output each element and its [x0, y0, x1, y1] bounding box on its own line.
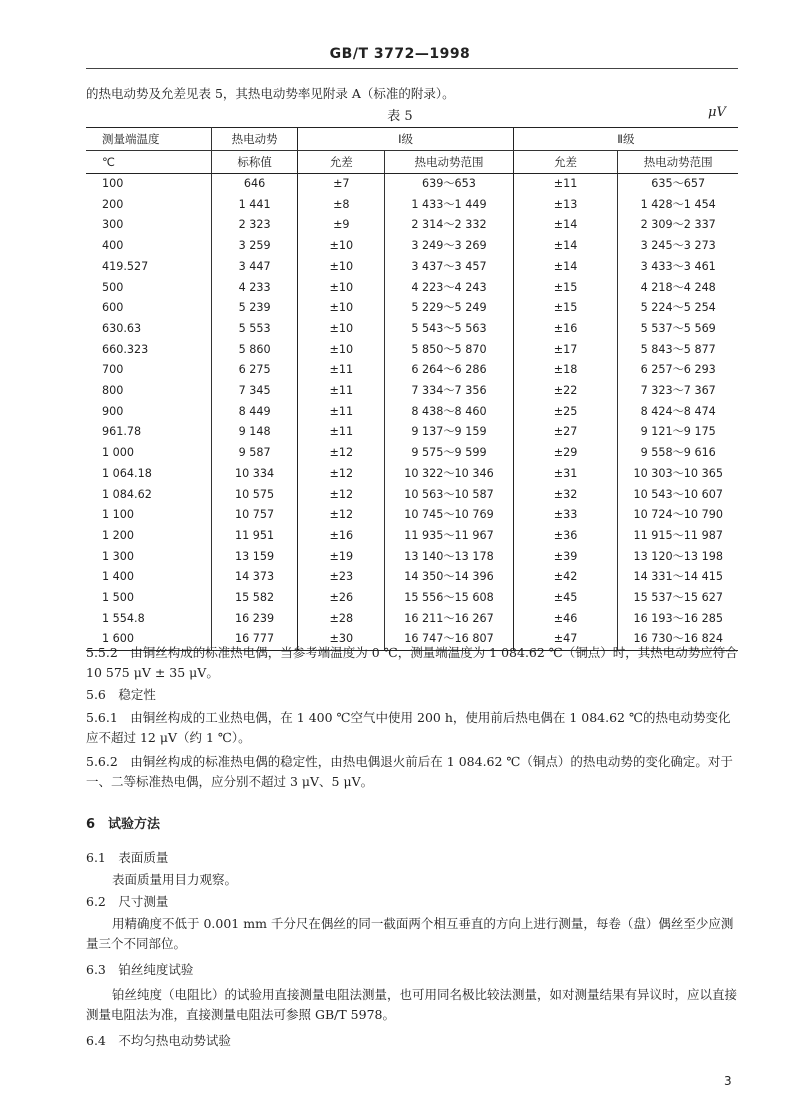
table-unit: μV — [708, 105, 726, 120]
cell-tolerance-2: ±15 — [513, 298, 618, 319]
clause-5-6-2: 5.6.2 由铜丝构成的标准热电偶的稳定性，由热电偶退火前后在 1 084.62 ℃（铜点）的热电动势的变化确定。对于一、二等标准热电偶，应分别不超过 3 μV、5 μV。 — [86, 754, 733, 789]
cell-meas-temp: 660.323 — [86, 340, 211, 361]
cell-emf-range-1: 15 556～15 608 — [385, 588, 514, 609]
cell-emf-range-2: 5 537～5 569 — [640, 321, 716, 335]
cell-meas-temp: 1 064.18 — [86, 464, 211, 485]
cell-emf-range-2: 7 323～7 367 — [640, 384, 716, 398]
cell-emf-range-1: 16 747～16 807 — [385, 629, 514, 650]
table-row — [86, 174, 738, 195]
cell-meas-temp: 1 554.8 — [86, 609, 211, 630]
cell-emf-range-2: 16 193～16 285 — [633, 611, 723, 625]
cell-emf-range-2: 10 724～10 790 — [633, 508, 723, 522]
cell-emf-range-2: 635～657 — [651, 177, 706, 190]
clause-5-6-1: 5.6.1 由铜丝构成的工业热电偶，在 1 400 ℃空气中使用 200 h，使用前后热电偶在 1 084.62 ℃的热电动势变化应不超过 12 μV（约 1 ℃）。 — [86, 710, 731, 745]
cell-emf-range-1: 9 575～9 599 — [385, 443, 514, 464]
cell-tolerance-2: ±31 — [513, 464, 618, 485]
clause-5-5-2: 5.5.2 由铜丝构成的标准热电偶，当参考端温度为 0 ℃，测量端温度为 1 084.62 ℃（铜点）时，其热电动势应符合 10 575 μV ± 35 μV。 — [86, 645, 738, 680]
table-row — [86, 422, 738, 443]
cell-emf-range-2: 6 257～6 293 — [640, 363, 716, 377]
cell-emf-nominal: 11 951 — [211, 526, 298, 547]
cell-emf-range-1: 8 438～8 460 — [385, 402, 514, 423]
cell-emf-nominal: 16 777 — [211, 629, 298, 650]
cell-meas-temp: 900 — [86, 402, 211, 423]
cell-tolerance-1: ±8 — [298, 195, 385, 216]
cell-emf-range-1: 5 229～5 249 — [385, 298, 514, 319]
table-row — [86, 360, 738, 381]
cell-tolerance-2: ±14 — [513, 215, 618, 236]
heading-6-3: 6.3 铂丝纯度试验 — [86, 962, 194, 977]
cell-tolerance-1: ±10 — [298, 298, 385, 319]
cell-tolerance-1: ±12 — [298, 485, 385, 506]
cell-emf-nominal: 16 239 — [211, 609, 298, 630]
col-header-grade2: Ⅱ级 — [513, 128, 738, 151]
cell-emf-range-2: 3 433～3 461 — [640, 259, 716, 273]
cell-emf-nominal: 3 447 — [211, 257, 298, 278]
col-header-emf-range-1: 热电动势范围 — [385, 151, 514, 174]
cell-tolerance-2: ±36 — [513, 526, 618, 547]
cell-emf-nominal: 3 259 — [211, 236, 298, 257]
cell-meas-temp: 100 — [86, 174, 211, 195]
clause-6-1-text: 表面质量用目力观察。 — [112, 872, 238, 887]
cell-meas-temp: 300 — [86, 215, 211, 236]
table-row — [86, 443, 738, 464]
cell-emf-range-1: 10 563～10 587 — [385, 485, 514, 506]
table-row — [86, 464, 738, 485]
col-header-tolerance-1: 允差 — [298, 151, 385, 174]
cell-emf-range-1: 13 140～13 178 — [385, 547, 514, 568]
cell-tolerance-1: ±11 — [298, 402, 385, 423]
cell-tolerance-2: ±27 — [513, 422, 618, 443]
cell-emf-nominal: 5 553 — [211, 319, 298, 340]
cell-emf-range-1: 5 850～5 870 — [385, 340, 514, 361]
heading-6: 6 试验方法 — [86, 817, 161, 832]
cell-tolerance-1: ±7 — [298, 174, 385, 195]
heading-6-4: 6.4 不均匀热电动势试验 — [86, 1033, 231, 1048]
cell-meas-temp: 630.63 — [86, 319, 211, 340]
cell-meas-temp: 200 — [86, 195, 211, 216]
cell-emf-nominal: 1 441 — [211, 195, 298, 216]
col-header-meas-unit: ℃ — [86, 151, 211, 174]
cell-emf-range-2: 9 558～9 616 — [640, 446, 716, 460]
cell-emf-range-2: 8 424～8 474 — [640, 404, 716, 418]
cell-tolerance-1: ±28 — [298, 609, 385, 630]
cell-emf-range-1: 1 433～1 449 — [385, 195, 514, 216]
cell-emf-range-1: 7 334～7 356 — [385, 381, 514, 402]
cell-emf-range-1: 11 935～11 967 — [385, 526, 514, 547]
cell-emf-nominal: 13 159 — [211, 547, 298, 568]
cell-meas-temp: 1 000 — [86, 443, 211, 464]
cell-emf-nominal: 5 860 — [211, 340, 298, 361]
cell-emf-range-1: 3 249～3 269 — [385, 236, 514, 257]
cell-emf-nominal: 5 239 — [211, 298, 298, 319]
cell-tolerance-2: ±47 — [513, 629, 618, 650]
cell-emf-range-2: 10 543～10 607 — [633, 487, 723, 501]
cell-tolerance-1: ±30 — [298, 629, 385, 650]
cell-emf-nominal: 2 323 — [211, 215, 298, 236]
cell-tolerance-2: ±46 — [513, 609, 618, 630]
cell-tolerance-1: ±11 — [298, 381, 385, 402]
cell-tolerance-1: ±10 — [298, 319, 385, 340]
table-row — [86, 402, 738, 423]
cell-meas-temp: 1 600 — [86, 629, 211, 650]
cell-meas-temp: 800 — [86, 381, 211, 402]
cell-tolerance-2: ±45 — [513, 588, 618, 609]
cell-tolerance-2: ±18 — [513, 360, 618, 381]
table-title: 表 5 — [387, 109, 413, 124]
cell-tolerance-1: ±12 — [298, 505, 385, 526]
cell-emf-range-1: 5 543～5 563 — [385, 319, 514, 340]
cell-emf-nominal: 9 587 — [211, 443, 298, 464]
cell-tolerance-2: ±25 — [513, 402, 618, 423]
cell-meas-temp: 1 200 — [86, 526, 211, 547]
cell-emf-range-1: 10 322～10 346 — [385, 464, 514, 485]
cell-emf-nominal: 4 233 — [211, 278, 298, 299]
cell-meas-temp: 600 — [86, 298, 211, 319]
cell-emf-nominal: 646 — [211, 174, 298, 195]
cell-tolerance-1: ±12 — [298, 464, 385, 485]
cell-meas-temp: 500 — [86, 278, 211, 299]
heading-6-2: 6.2 尺寸测量 — [86, 894, 169, 909]
cell-emf-range-2: 16 730～16 824 — [618, 629, 738, 650]
col-header-emf-nominal-top: 热电动势 — [211, 128, 298, 151]
cell-emf-range-2: 10 303～10 365 — [633, 466, 723, 480]
cell-emf-range-1: 4 223～4 243 — [385, 278, 514, 299]
cell-emf-nominal: 10 334 — [211, 464, 298, 485]
cell-tolerance-1: ±23 — [298, 567, 385, 588]
col-header-grade1: Ⅰ级 — [298, 128, 513, 151]
cell-meas-temp: 1 300 — [86, 547, 211, 568]
table-row — [86, 505, 738, 526]
cell-tolerance-1: ±12 — [298, 443, 385, 464]
table-row — [86, 526, 738, 547]
cell-tolerance-1: ±26 — [298, 588, 385, 609]
cell-tolerance-2: ±11 — [513, 174, 618, 195]
cell-tolerance-2: ±14 — [513, 236, 618, 257]
intro-text: 的热电动势及允差见表 5，其热电动势率见附录 A（标准的附录）。 — [86, 86, 455, 101]
cell-emf-range-2: 5 843～5 877 — [640, 342, 716, 356]
cell-tolerance-1: ±11 — [298, 360, 385, 381]
cell-emf-nominal: 15 582 — [211, 588, 298, 609]
cell-emf-nominal: 14 373 — [211, 567, 298, 588]
table-row — [86, 485, 738, 506]
col-header-tolerance-2: 允差 — [513, 151, 618, 174]
emf-tolerance-table — [86, 127, 738, 651]
cell-meas-temp: 1 500 — [86, 588, 211, 609]
cell-tolerance-2: ±42 — [513, 567, 618, 588]
cell-emf-range-1: 639～653 — [385, 174, 514, 195]
cell-tolerance-2: ±32 — [513, 485, 618, 506]
col-header-emf-nominal-bottom: 标称值 — [211, 151, 298, 174]
table-row — [86, 381, 738, 402]
table-row — [86, 195, 738, 216]
cell-tolerance-2: ±13 — [513, 195, 618, 216]
cell-tolerance-1: ±19 — [298, 547, 385, 568]
cell-emf-nominal: 6 275 — [211, 360, 298, 381]
cell-tolerance-1: ±10 — [298, 340, 385, 361]
cell-emf-nominal: 9 148 — [211, 422, 298, 443]
cell-emf-range-1: 3 437～3 457 — [385, 257, 514, 278]
page-number: 3 — [724, 1074, 732, 1088]
cell-meas-temp: 419.527 — [86, 257, 211, 278]
cell-meas-temp: 400 — [86, 236, 211, 257]
cell-meas-temp: 961.78 — [86, 422, 211, 443]
cell-emf-range-2: 3 245～3 273 — [640, 239, 716, 253]
cell-emf-range-2: 1 428～1 454 — [640, 197, 716, 211]
heading-5-6: 5.6 稳定性 — [86, 687, 156, 702]
table-row — [86, 278, 738, 299]
cell-emf-nominal: 8 449 — [211, 402, 298, 423]
cell-emf-range-1: 14 350～14 396 — [385, 567, 514, 588]
cell-emf-range-1: 6 264～6 286 — [385, 360, 514, 381]
cell-meas-temp: 1 100 — [86, 505, 211, 526]
cell-meas-temp: 1 400 — [86, 567, 211, 588]
table-row — [86, 567, 738, 588]
table-row — [86, 298, 738, 319]
cell-emf-range-1: 9 137～9 159 — [385, 422, 514, 443]
col-header-meas-temp: 测量端温度 — [86, 128, 211, 151]
cell-emf-range-1: 2 314～2 332 — [385, 215, 514, 236]
cell-emf-range-2: 4 218～4 248 — [640, 280, 716, 294]
cell-tolerance-1: ±10 — [298, 236, 385, 257]
cell-tolerance-1: ±9 — [298, 215, 385, 236]
cell-emf-range-1: 10 745～10 769 — [385, 505, 514, 526]
clause-6-3-text: 铂丝纯度（电阻比）的试验用直接测量电阻法测量，也可用同名极比较法测量，如对测量结果有异议时，应以直接测量电阻法为准，直接测量电阻法可参照 GB/T 5978。 — [86, 987, 738, 1022]
table-row — [86, 547, 738, 568]
header-divider — [86, 68, 738, 69]
cell-tolerance-2: ±15 — [513, 278, 618, 299]
cell-emf-range-1: 16 211～16 267 — [385, 609, 514, 630]
cell-tolerance-2: ±33 — [513, 505, 618, 526]
cell-tolerance-1: ±10 — [298, 278, 385, 299]
table-row — [86, 215, 738, 236]
heading-6-1: 6.1 表面质量 — [86, 850, 169, 865]
cell-tolerance-2: ±17 — [513, 340, 618, 361]
table-row — [86, 236, 738, 257]
table-body — [86, 174, 738, 651]
cell-emf-range-2: 14 331～14 415 — [633, 570, 723, 584]
table-row — [86, 340, 738, 361]
cell-emf-range-2: 9 121～9 175 — [640, 425, 716, 439]
cell-emf-range-2: 11 915～11 987 — [633, 528, 723, 542]
table-row — [86, 588, 738, 609]
cell-tolerance-2: ±39 — [513, 547, 618, 568]
cell-emf-range-2: 13 120～13 198 — [633, 549, 723, 563]
cell-tolerance-2: ±29 — [513, 443, 618, 464]
cell-emf-range-2: 2 309～2 337 — [640, 218, 716, 232]
cell-emf-range-2: 15 537～15 627 — [633, 591, 723, 605]
cell-tolerance-2: ±22 — [513, 381, 618, 402]
cell-tolerance-1: ±16 — [298, 526, 385, 547]
cell-tolerance-2: ±16 — [513, 319, 618, 340]
cell-tolerance-1: ±11 — [298, 422, 385, 443]
standard-code-header: GB/T 3772—1998 — [329, 46, 471, 62]
cell-emf-nominal: 7 345 — [211, 381, 298, 402]
cell-emf-nominal: 10 757 — [211, 505, 298, 526]
cell-emf-nominal: 10 575 — [211, 485, 298, 506]
table-row — [86, 257, 738, 278]
cell-meas-temp: 1 084.62 — [86, 485, 211, 506]
table-row — [86, 319, 738, 340]
cell-meas-temp: 700 — [86, 360, 211, 381]
cell-emf-range-2: 5 224～5 254 — [640, 301, 716, 315]
cell-tolerance-2: ±14 — [513, 257, 618, 278]
cell-tolerance-1: ±10 — [298, 257, 385, 278]
clause-6-2-text: 用精确度不低于 0.001 mm 千分尺在偶丝的同一截面两个相互垂直的方向上进行测量，每卷（盘）偶丝至少应测量三个不同部位。 — [86, 916, 734, 951]
table-row — [86, 609, 738, 630]
col-header-emf-range-2: 热电动势范围 — [618, 151, 738, 174]
